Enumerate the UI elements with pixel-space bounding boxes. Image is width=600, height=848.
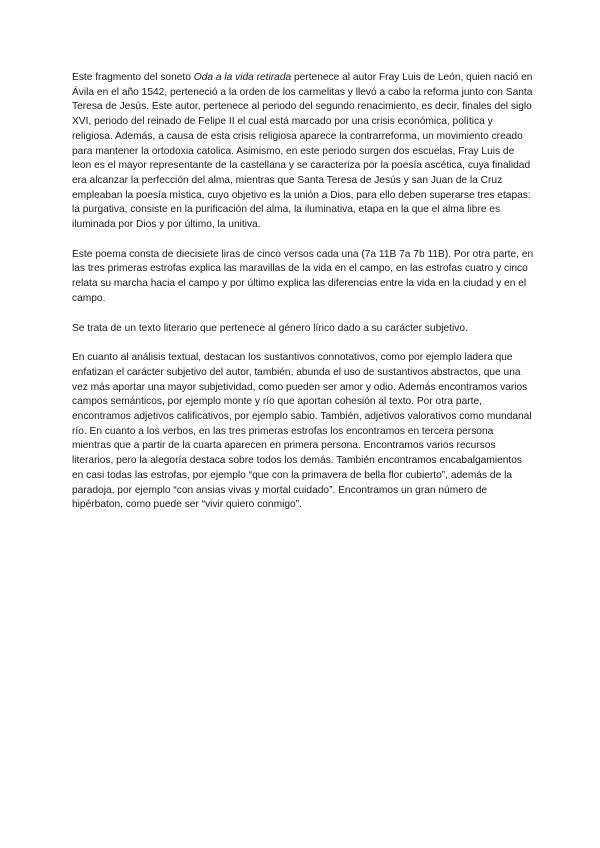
paragraph-intro-rest: pertenece al autor Fray Luis de León, quien nació en Ávila en el año 1542, perteneció a la orden de los carmelitas y llevó a cabo la reforma junto con Santa Teresa de Jesús. Este autor, pertenece al periodo del segundo renacimiento, es decir, finales del siglo XVI, periodo del reinado de Felipe II el cual está marcado por una crisis económica, política y religiosa. Además, a causa de esta crisis religiosa aparece la contrarreforma, un movimiento creado para mantener la ortodoxia catolica. Asimismo, en este periodo surgen dos escuelas, Fray Luis de leon es el mayor representante de la castellana y se caracteriza por la poesía ascética, cuya finalidad era alcanzar la perfección del alma, mientras que Santa Teresa de Jesús y san Juan de la Cruz empleaban la poesía mística, cuyo objetivo es la unión a Dios, para ello deben superarse tres etapas: la purgativa, consiste en la purificación del alma, la iluminativa, etapa en la que el alma libre es iluminada por Dios y por último, la unitiva. <box>72 72 533 231</box>
paragraph-analysis: En cuanto al análisis textual, destacan los sustantivos connotativos, como por ejemplo ladera que enfatizan el carácter subjetivo del autor, también, abunda el uso de sustantivos abstractos, que una vez más aportar una mayor subjetividad, como pueden ser amor y odio. Además encontramos varios campos semánticos, por ejemplo monte y río que aportan cohesión al texto. Por otra parte, encontramos adjetivos calificativos, por ejemplo sabio. También, adjetivos valorativos como mundanal río. En cuanto a los verbos, en las tres primeras estrofas los encontramos en tercera persona mientras que a partir de la cuarta aparecen en primera persona. Encontramos varios recursos literarios, pero la alegoría destaca sobre todos los demás. También encontramos encabalgamientos en casi todas las estrofas, por ejemplo “que con la primavera de bella flor cubierto”, además de la paradoja, por ejemplo “con ansias vivas y mortal cuidado”. Encontramos un gran número de hipérbaton, como puede ser “vivir quiero conmigo”. <box>72 352 532 511</box>
paragraph-intro <box>72 71 534 233</box>
document-body <box>72 71 534 528</box>
paragraph-structure: Este poema consta de diecisiete liras de cinco versos cada una (7a 11B 7a 7b 11B). Por otra parte, en las tres primeras estrofas explica las maravillas de la vida en el campo, en las estrofas cuatro y cinco relata su marcha hacia el campo y por último explica las diferencias entre la vida en la ciudad y en el campo. <box>72 248 534 304</box>
poem-title: Oda a la vida retirada <box>193 72 292 83</box>
paragraph-genre: Se trata de un texto literario que pertenece al género lírico dado a su carácter subjetivo. <box>72 322 468 334</box>
paragraph-intro-lead: Este fragmento del soneto <box>72 72 194 83</box>
